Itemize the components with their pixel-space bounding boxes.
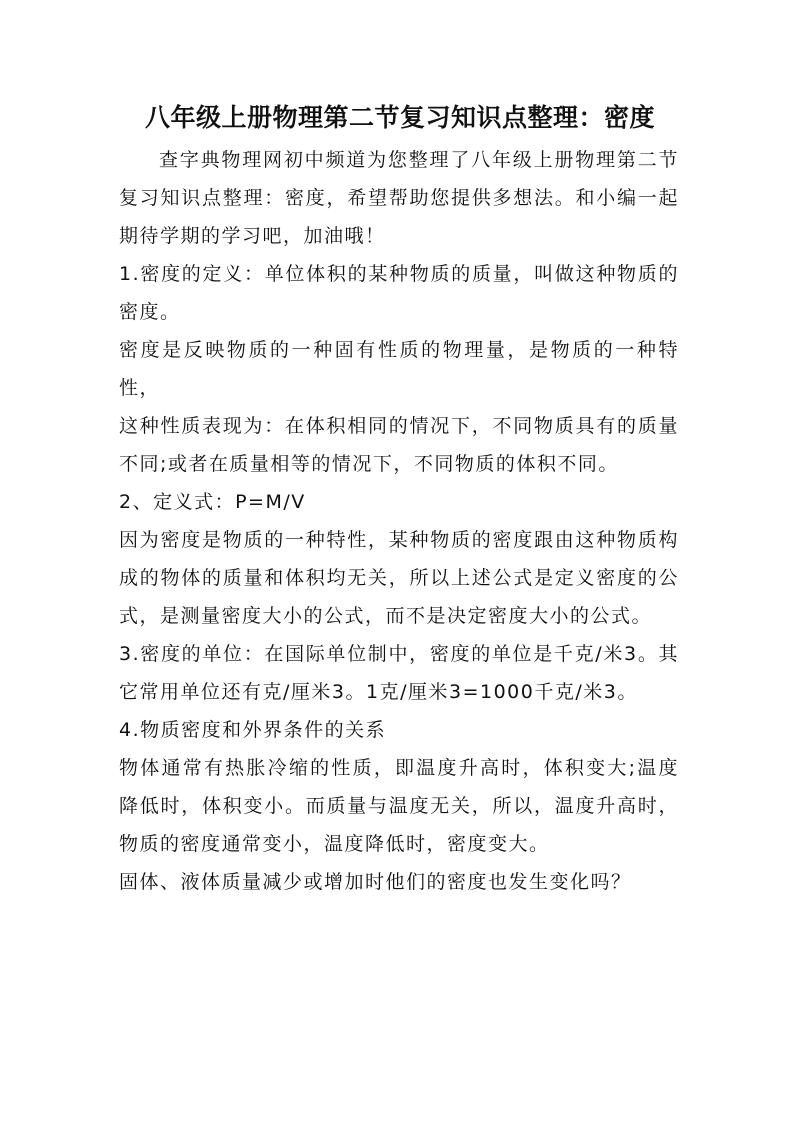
question-paragraph: 固体、液体质量减少或增加时他们的密度也发生变化吗？ — [119, 871, 632, 893]
density-definition-paragraph: 1.密度的定义：单位体积的某种物质的质量，叫做这种物质的密度。 — [119, 263, 679, 323]
document-title: 八年级上册物理第二节复习知识点整理：密度 — [144, 103, 655, 132]
density-units-paragraph: 3.密度的单位：在国际单位制中，密度的单位是千克/米3。其它常用单位还有克/厘米3。1克/厘米3=1000千克/米3。 — [119, 643, 679, 703]
property-expression-paragraph: 这种性质表现为：在体积相同的情况下，不同物质具有的质量不同;或者在质量相等的情况下，不同物质的体积不同。 — [119, 415, 679, 475]
intro-paragraph: 查字典物理网初中频道为您整理了八年级上册物理第二节复习知识点整理：密度，希望帮助您提供多想法。和小编一起期待学期的学习吧，加油哦！ — [119, 149, 679, 247]
external-conditions-heading: 4.物质密度和外界条件的关系 — [119, 719, 387, 741]
formula-explanation-paragraph: 因为密度是物质的一种特性，某种物质的密度跟由这种物质构成的物体的质量和体积均无关，所以上述公式是定义密度的公式，是测量密度大小的公式，而不是决定密度大小的公式。 — [119, 529, 679, 627]
thermal-expansion-paragraph: 物体通常有热胀冷缩的性质，即温度升高时，体积变大;温度降低时，体积变小。而质量与温度无关，所以，温度升高时，物质的密度通常变小，温度降低时，密度变大。 — [119, 757, 679, 855]
document-body — [119, 141, 679, 901]
formula-paragraph: 2、定义式：P=M/V — [119, 491, 306, 513]
density-property-paragraph: 密度是反映物质的一种固有性质的物理量，是物质的一种特性， — [119, 339, 679, 399]
